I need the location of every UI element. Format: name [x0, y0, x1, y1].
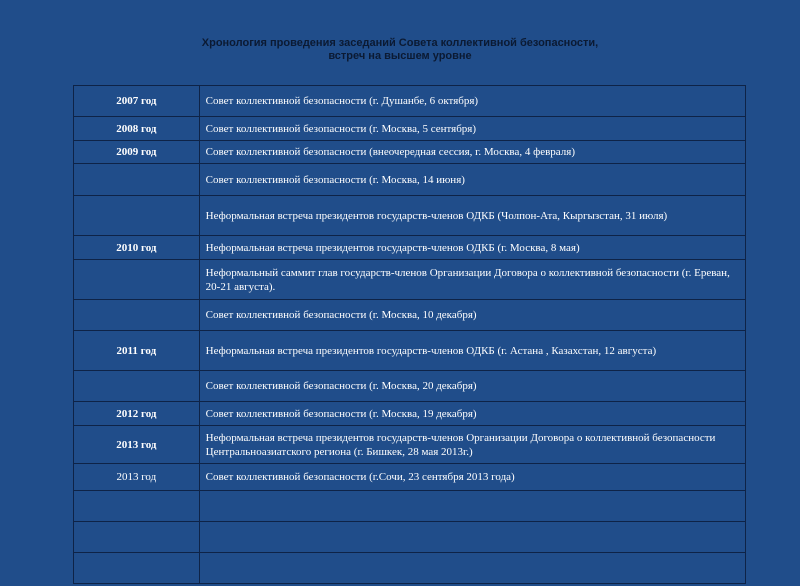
year-cell: [74, 196, 200, 236]
table-row: [74, 402, 746, 426]
chronology-table: [73, 85, 746, 584]
table-row: [74, 300, 746, 331]
year-cell: [74, 371, 200, 402]
empty-row: [74, 522, 746, 553]
table-row: [74, 141, 746, 164]
table-row: [74, 371, 746, 402]
table-row: [74, 260, 746, 300]
table-row: [74, 426, 746, 464]
table-row: [74, 117, 746, 141]
table-row: [74, 86, 746, 117]
table-row: [74, 331, 746, 371]
event-cell: Совет коллективной безопасности (г. Москва, 5 сентября): [199, 117, 745, 141]
event-cell: Совет коллективной безопасности (г. Москва, 19 декабря): [199, 402, 745, 426]
event-cell: Неформальная встреча президентов государств-членов ОДКБ (г. Астана , Казахстан, 12 августа): [199, 331, 745, 371]
empty-cell: [74, 522, 200, 553]
year-cell: 2009 год: [74, 141, 200, 164]
event-cell: Совет коллективной безопасности (г.Сочи, 23 сентября 2013 года): [199, 464, 745, 491]
year-cell: 2008 год: [74, 117, 200, 141]
year-cell: 2010 год: [74, 236, 200, 260]
year-cell: [74, 164, 200, 196]
event-cell: Совет коллективной безопасности (г. Москва, 10 декабря): [199, 300, 745, 331]
empty-cell: [74, 491, 200, 522]
year-cell: [74, 260, 200, 300]
empty-row: [74, 491, 746, 522]
table-row: [74, 164, 746, 196]
empty-row: [74, 553, 746, 584]
empty-cell: [199, 553, 745, 584]
event-cell: Совет коллективной безопасности (г. Москва, 14 июня): [199, 164, 745, 196]
event-cell: Неформальная встреча президентов государств-членов Организации Договора о коллективной безопасности Центральноазиатского региона (г. Бишкек, 28 мая 2013г.): [199, 426, 745, 464]
title-line-1: Хронология проведения заседаний Совета коллективной безопасности,: [201, 37, 599, 49]
title-line-2: встреч на высшем уровне: [328, 50, 472, 62]
table-row: [74, 464, 746, 491]
empty-cell: [199, 522, 745, 553]
page-title: [0, 37, 800, 63]
table-row: [74, 236, 746, 260]
event-cell: Совет коллективной безопасности (г. Душанбе, 6 октября): [199, 86, 745, 117]
year-cell: [74, 300, 200, 331]
year-cell: 2013 год: [74, 464, 200, 491]
event-cell: Неформальная встреча президентов государств-членов ОДКБ (г. Москва, 8 мая): [199, 236, 745, 260]
empty-cell: [199, 491, 745, 522]
event-cell: Неформальная встреча президентов государств-членов ОДКБ (Чолпон-Ата, Кыргызстан, 31 июля): [199, 196, 745, 236]
year-cell: 2007 год: [74, 86, 200, 117]
year-cell: 2011 год: [74, 331, 200, 371]
table-row: [74, 196, 746, 236]
year-cell: 2013 год: [74, 426, 200, 464]
event-cell: Совет коллективной безопасности (внеочередная сессия, г. Москва, 4 февраля): [199, 141, 745, 164]
event-cell: Неформальный саммит глав государств-членов Организации Договора о коллективной безопасности (г. Ереван, 20-21 августа).: [199, 260, 745, 300]
empty-cell: [74, 553, 200, 584]
year-cell: 2012 год: [74, 402, 200, 426]
event-cell: Совет коллективной безопасности (г. Москва, 20 декабря): [199, 371, 745, 402]
